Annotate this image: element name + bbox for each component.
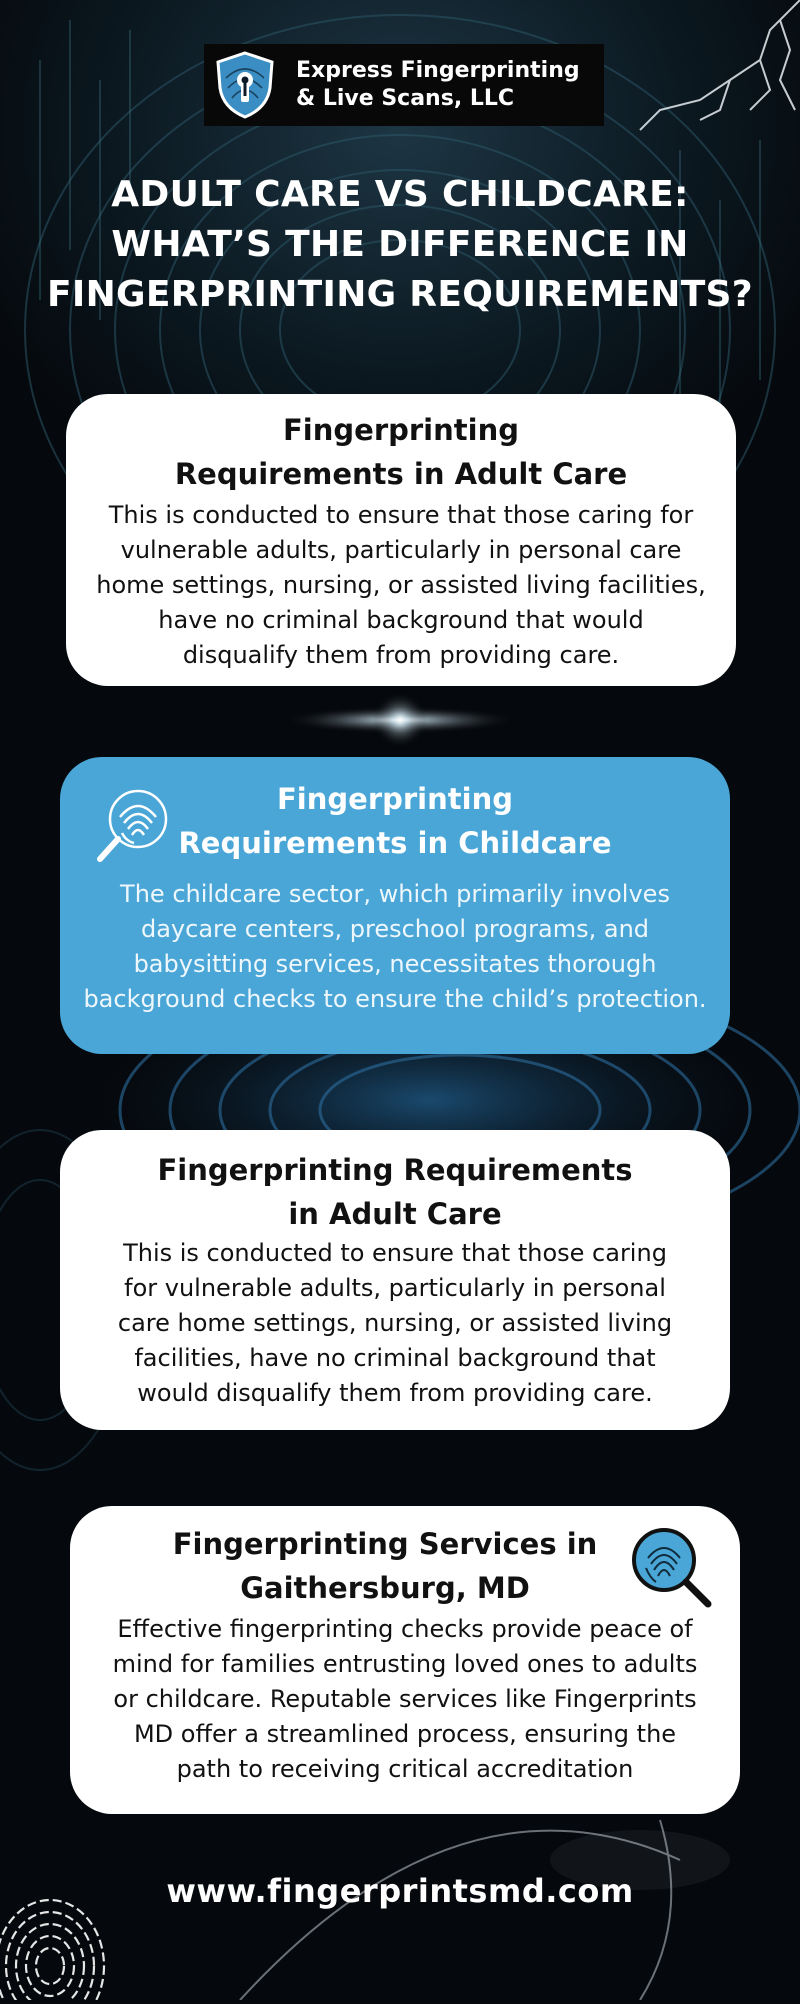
card-body-line: This is conducted to ensure that those caring xyxy=(123,1239,667,1267)
card-title-line: Fingerprinting xyxy=(277,782,513,816)
card-body-line: or childcare. Reputable services like Fingerprints xyxy=(113,1685,697,1713)
card-body xyxy=(60,877,730,1017)
page-title-line2: WHAT’S THE DIFFERENCE IN xyxy=(111,224,689,265)
page-title xyxy=(20,170,780,320)
card-adult-care xyxy=(66,394,736,686)
company-logo[interactable] xyxy=(204,44,604,126)
page-title-line3: FINGERPRINTING REQUIREMENTS? xyxy=(47,274,753,315)
card-body-line: daycare centers, preschool programs, and xyxy=(140,915,650,943)
company-name-line2: & Live Scans, LLC xyxy=(296,86,515,111)
card-body xyxy=(60,1236,730,1411)
card-title-line: Fingerprinting Requirements xyxy=(157,1153,633,1187)
fingerprint-magnifier-icon xyxy=(90,783,174,867)
company-name-line1: Express Fingerprinting xyxy=(296,58,580,83)
card-body-line: care home settings, nursing, or assisted living xyxy=(117,1309,673,1337)
card-title-line: Fingerprinting Services in xyxy=(172,1527,598,1561)
card-body-line: Effective fingerprinting checks provide peace of xyxy=(117,1615,693,1643)
company-name xyxy=(286,57,580,113)
card-body-line: have no criminal background that would xyxy=(158,606,644,634)
page-title-line1: ADULT CARE VS CHILDCARE: xyxy=(111,174,689,215)
card-body-line: would disqualify them from providing care. xyxy=(137,1379,653,1407)
card-body-line: path to receiving critical accreditation xyxy=(176,1755,634,1783)
website-url[interactable]: www.fingerprintsmd.com xyxy=(166,1872,634,1910)
card-adult-care-repeat xyxy=(60,1130,730,1430)
card-childcare xyxy=(60,757,730,1054)
card-title-line: in Adult Care xyxy=(288,1197,502,1231)
card-body-line: The childcare sector, which primarily involves xyxy=(120,880,670,908)
card-body-line: home settings, nursing, or assisted living facilities, xyxy=(96,571,706,599)
card-body-line: for vulnerable adults, particularly in personal xyxy=(124,1274,666,1302)
card-body-line: mind for families entrusting loved ones to adults xyxy=(112,1650,698,1678)
card-title-line: Gaithersburg, MD xyxy=(240,1571,530,1605)
card-title xyxy=(60,1148,730,1236)
card-body xyxy=(70,1612,740,1787)
fingerprint-search-icon xyxy=(626,1522,716,1612)
card-body-line: This is conducted to ensure that those caring for xyxy=(108,501,694,529)
card-body-line: babysitting services, necessitates thorough xyxy=(133,950,657,978)
card-title xyxy=(66,406,736,496)
card-body xyxy=(66,498,736,673)
card-title-line: Requirements in Childcare xyxy=(178,826,612,860)
card-body-line: background checks to ensure the child’s protection. xyxy=(83,985,707,1013)
shield-keyhole-icon xyxy=(204,44,286,126)
card-body-line: facilities, have no criminal background that xyxy=(134,1344,656,1372)
card-body-line: vulnerable adults, particularly in personal care xyxy=(120,536,682,564)
card-body-line: MD offer a streamlined process, ensuring the xyxy=(133,1720,677,1748)
card-title-line: Fingerprinting xyxy=(283,413,519,447)
card-services-gaithersburg xyxy=(70,1506,740,1814)
card-body-line: disqualify them from providing care. xyxy=(182,641,620,669)
card-title-line: Requirements in Adult Care xyxy=(174,457,628,491)
